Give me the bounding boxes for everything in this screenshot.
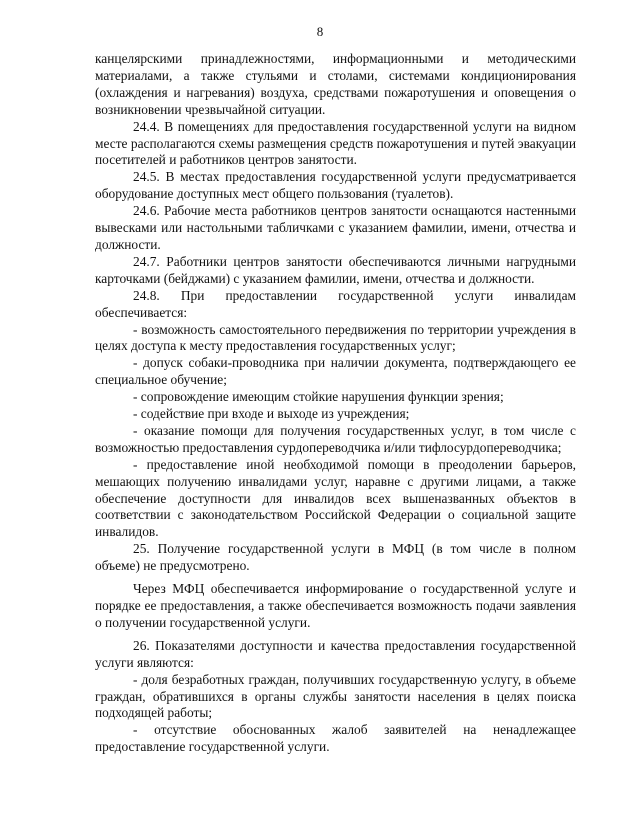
paragraph-mfc: Через МФЦ обеспечивается информирование о государственной услуге и порядке ее предоставления, а также обеспечивается возможность подачи заявления о получении государственной услуги. — [95, 581, 576, 630]
paragraph-24-5: 24.5. В местах предоставления государственной услуги предусматривается оборудование доступных мест общего пользования (туалетов). — [95, 169, 576, 202]
list-item: - доля безработных граждан, получивших государственную услугу, в объеме граждан, обратившихся в органы службы занятости населения в целях поиска подходящей работы; — [95, 671, 576, 721]
document-body — [95, 51, 576, 756]
list-item: - сопровождение имеющим стойкие нарушения функции зрения; — [133, 389, 504, 405]
paragraph-26: 26. Показателями доступности и качества предоставления государственной услуги являются: — [95, 637, 576, 670]
list-item: - оказание помощи для получения государственных услуг, в том числе с возможностью предоставления сурдопереводчика и/или тифлосурдопереводчика; — [95, 422, 576, 455]
paragraph-25: 25. Получение государственной услуги в МФЦ (в том числе в полном объеме) не предусмотрено. — [95, 541, 576, 574]
list-item: - допуск собаки-проводника при наличии документа, подтверждающего ее специальное обучение; — [95, 355, 576, 388]
page-number: 8 — [316, 24, 324, 39]
paragraph-24-8: 24.8. При предоставлении государственной услуги инвалидам обеспечивается: — [95, 287, 576, 320]
paragraph-24-6: 24.6. Рабочие места работников центров занятости оснащаются настенными вывесками или настольными табличками с указанием фамилии, имени, отчества и должности. — [95, 203, 576, 252]
list-item: - предоставление иной необходимой помощи в преодолении барьеров, мешающих получению инвалидами услуг, наравне с другими лицами, а также обеспечение доступности для инвалидов всех вышеназванных объектов в соответствии с законодательством Российской Федерации о социальной защите инвалидов. — [95, 456, 576, 540]
paragraph-continued: канцелярскими принадлежностями, информационными и методическими материалами, а также стульями и столами, системами кондиционирования (охлаждения и нагревания) воздуха, средствами пожаротушения и оповещения о возникновении чрезвычайной ситуации. — [95, 51, 576, 117]
list-item: - отсутствие обоснованных жалоб заявителей на ненадлежащее предоставление государственной услуги. — [95, 722, 576, 755]
list-item: - содействие при входе и выходе из учреждения; — [133, 406, 410, 422]
paragraph-24-4: 24.4. В помещениях для предоставления государственной услуги на видном месте располагаются схемы размещения средств пожаротушения и путей эвакуации посетителей и работников центров занятости. — [95, 118, 576, 168]
paragraph-24-7: 24.7. Работники центров занятости обеспечиваются личными нагрудными карточками (бейджами) с указанием фамилии, имени, отчества и должности. — [95, 253, 576, 286]
list-item: - возможность самостоятельного передвижения по территории учреждения в целях доступа к месту предоставления государственных услуг; — [95, 321, 576, 354]
